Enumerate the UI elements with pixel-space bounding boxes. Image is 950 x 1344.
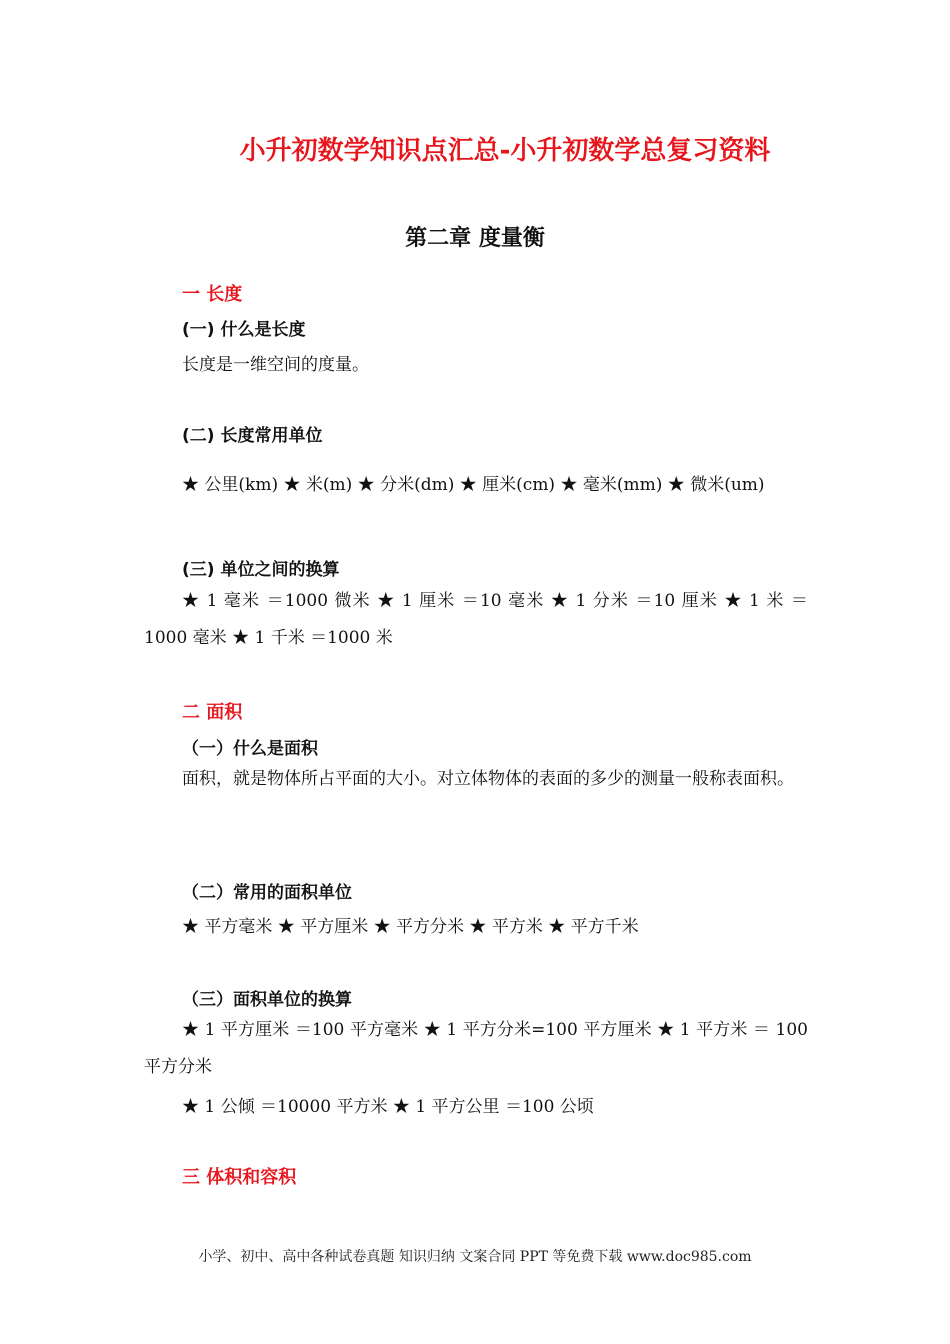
subsection-title-area-conversion: （三）面积单位的换算 bbox=[182, 990, 352, 1010]
subsection-title-what-is-area: （一）什么是面积 bbox=[182, 739, 318, 759]
subsection-title-unit-conversion: (三) 单位之间的换算 bbox=[182, 560, 340, 580]
paragraph-area-definition: 面积，就是物体所占平面的大小。对立体物体的表面的多少的测量一般称表面积。 bbox=[182, 769, 794, 789]
subsection-title-what-is-length: (一) 什么是长度 bbox=[182, 320, 306, 340]
paragraph-area-units: ★ 平方毫米 ★ 平方厘米 ★ 平方分米 ★ 平方米 ★ 平方千米 bbox=[182, 917, 639, 937]
paragraph-length-units: ★ 公里(km) ★ 米(m) ★ 分米(dm) ★ 厘米(cm) ★ 毫米(mm) ★ 微米(um) bbox=[182, 475, 765, 495]
document-title: 小升初数学知识点汇总-小升初数学总复习资料 bbox=[239, 136, 771, 166]
paragraph-area-conversion-1: ★ 1 平方厘米 ＝100 平方毫米 ★ 1 平方分米=100 平方厘米 ★ 1 平方米 ＝ 100 平方分米 bbox=[144, 1020, 808, 1077]
chapter-title: 第二章 度量衡 bbox=[405, 226, 545, 251]
page-footer: 小学、初中、高中各种试卷真题 知识归纳 文案合同 PPT 等免费下载 www.doc985.com bbox=[198, 1249, 752, 1265]
section-heading-volume: 三 体积和容积 bbox=[182, 1167, 297, 1188]
section-heading-length: 一 长度 bbox=[182, 284, 243, 305]
paragraph-length-definition: 长度是一维空间的度量。 bbox=[182, 355, 369, 375]
subsection-title-length-units: (二) 长度常用单位 bbox=[182, 426, 323, 446]
paragraph-area-conversion-2: ★ 1 公倾 ＝10000 平方米 ★ 1 平方公里 ＝100 公顷 bbox=[182, 1097, 594, 1117]
section-heading-area: 二 面积 bbox=[182, 702, 243, 723]
subsection-title-area-units: （二）常用的面积单位 bbox=[182, 883, 352, 903]
paragraph-length-conversion: ★ 1 毫米 ＝1000 微米 ★ 1 厘米 ＝10 毫米 ★ 1 分米 ＝10 厘米 ★ 1 米 ＝ 1000 毫米 ★ 1 千米 ＝1000 米 bbox=[144, 591, 808, 648]
